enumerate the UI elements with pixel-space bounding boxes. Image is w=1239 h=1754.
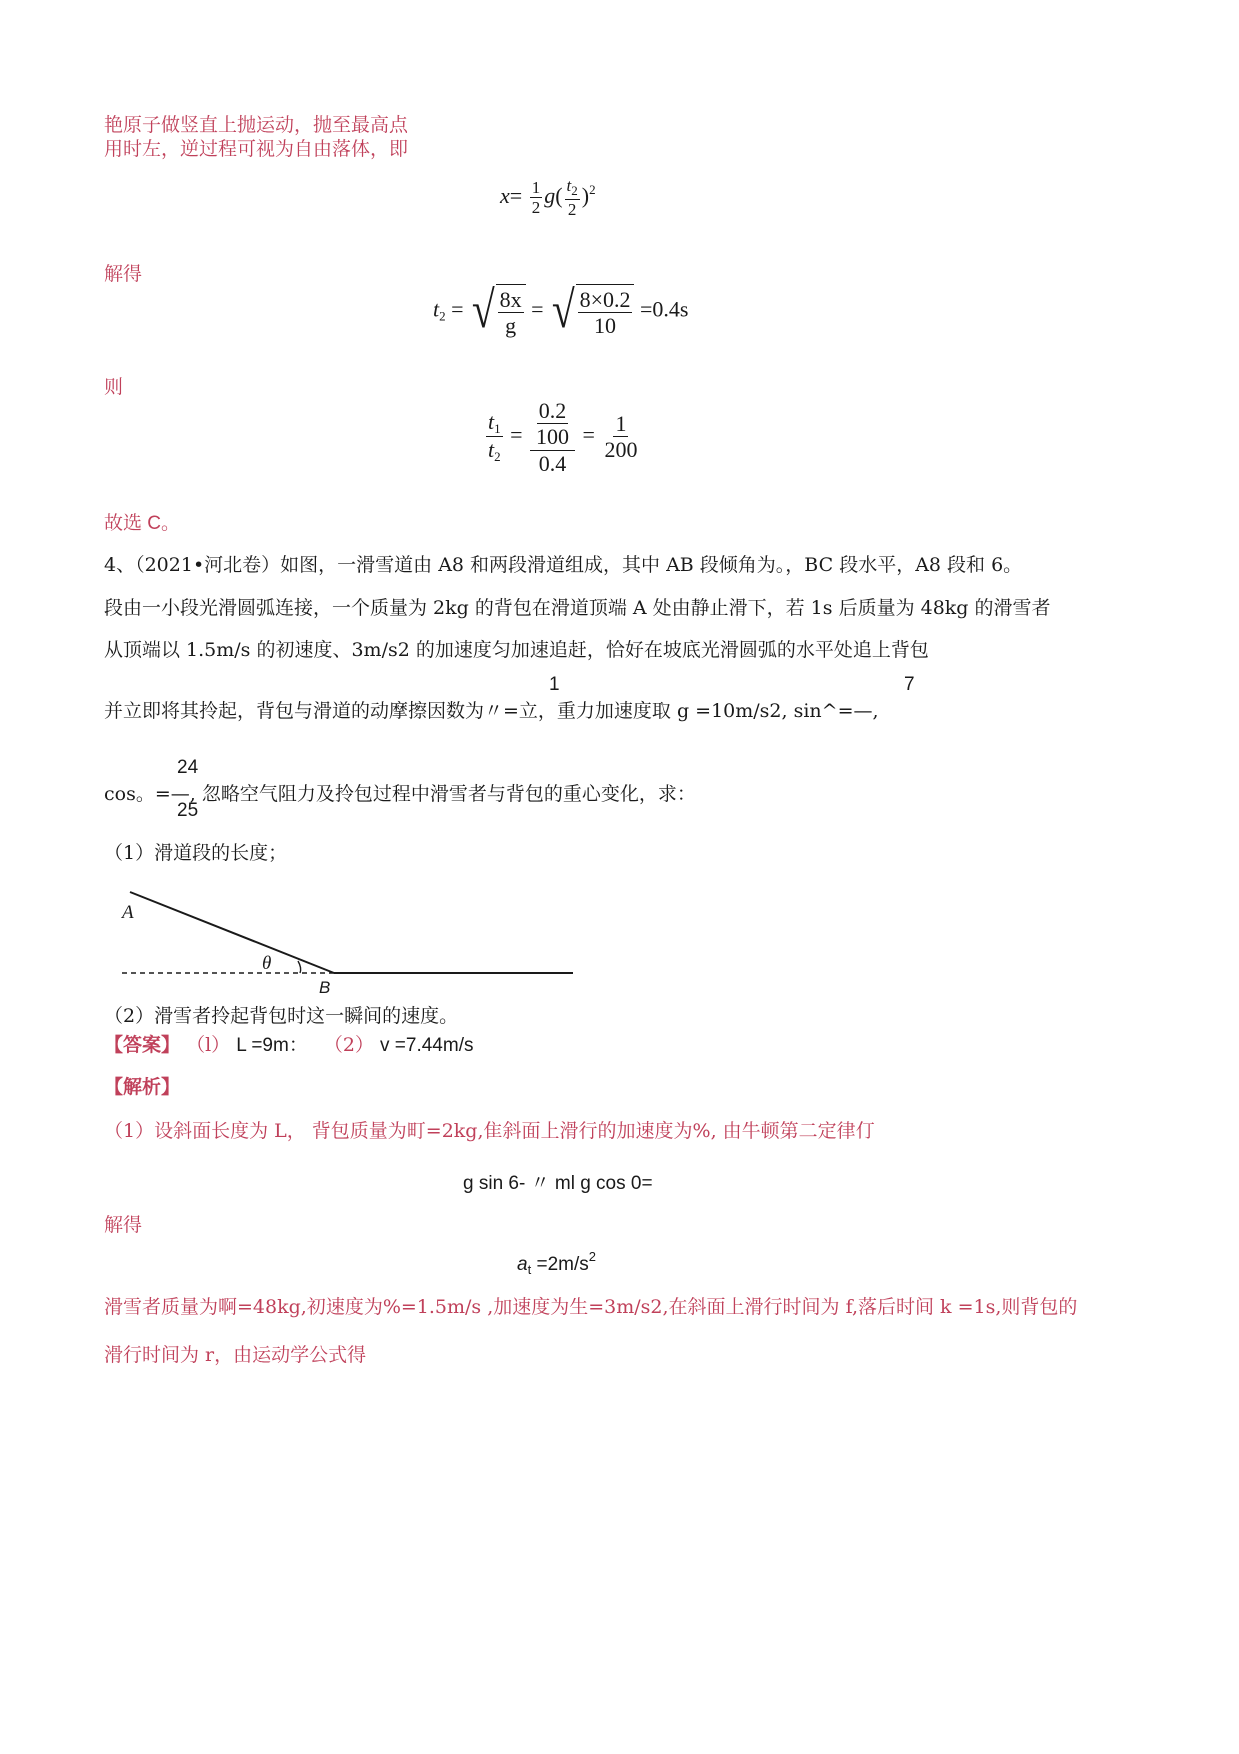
solution-text-line: 艳原子做竖直上抛运动，抛至最高点 — [104, 114, 409, 136]
square-root — [549, 284, 634, 339]
subscript: 1 — [494, 420, 501, 436]
answer-line — [104, 1030, 473, 1057]
compound-fraction — [530, 398, 575, 476]
question-text-line: 4、（2021•河北卷）如图，一滑雪道由 A8 和两段滑道组成，其中 AB 段倾角为。，BC 段水平，A8 段和 6。 — [104, 554, 1023, 576]
numerator: 8x — [499, 287, 522, 312]
analysis-formula: g sin 6- 〃 ml g cos 0= — [463, 1173, 653, 1194]
equation-free-fall — [500, 176, 596, 219]
equation-ratio — [484, 398, 641, 476]
solution-text-line: 用时左，逆过程可视为自由落体，即 — [104, 138, 409, 160]
subscript: 2 — [439, 308, 446, 324]
eq-symbol: t — [488, 408, 495, 434]
answer-value: v =7.44m/s — [380, 1035, 474, 1056]
fraction-numerator: 1 — [549, 674, 560, 695]
question-text-line: cos。=—, 忽略空气阻力及拎包过程中滑雪者与背包的重心变化，求： — [104, 783, 696, 805]
question-subpart: （1）滑道段的长度； — [104, 842, 288, 864]
fraction — [534, 398, 571, 450]
analysis-text-line: 滑雪者质量为啊=48kg,初速度为%=1.5m/s ,加速度为生=3m/s2,在斜面上滑行时间为 f,落后时间 k =1s,则背包的 — [104, 1296, 1078, 1318]
eq-symbol: ( — [555, 182, 563, 208]
eq-value: =2m/s — [531, 1254, 589, 1275]
eq-result: =0.4s — [639, 296, 689, 322]
numerator — [530, 398, 575, 451]
numerator: 0.2 — [538, 398, 567, 423]
analysis-text-line: 滑行时间为 r，由运动学公式得 — [104, 1344, 367, 1366]
denominator: 2 — [567, 199, 577, 219]
analysis-text-line: 解得 — [104, 1214, 143, 1236]
radical-sign: √ — [471, 282, 495, 340]
equation-time — [433, 284, 688, 339]
question-text-line: 从顶端以 1.5m/s 的初速度、3m/s2 的加速度匀加速追赶，恰好在坡底光滑圆弧的水平处追上背包 — [104, 639, 929, 661]
angle-arc — [298, 961, 301, 973]
angle-label-theta: θ — [262, 953, 272, 974]
question-subpart: （2）滑雪者拎起背包时这一瞬间的速度。 — [104, 1005, 459, 1027]
point-label-b: B — [319, 978, 331, 997]
eq-symbol: g — [544, 182, 556, 208]
fraction — [578, 287, 633, 339]
fraction — [565, 176, 580, 219]
incline-line — [130, 892, 334, 973]
solution-conclusion: 故选 C。 — [104, 513, 181, 534]
eq-symbol: t — [433, 296, 440, 322]
eq-symbol: ) — [581, 182, 590, 208]
solution-text-line: 则 — [104, 376, 124, 398]
denominator: 10 — [594, 313, 617, 339]
denominator: g — [505, 313, 517, 339]
eq-symbol: t — [566, 176, 572, 195]
eq-symbol: = — [451, 296, 464, 322]
fraction-numerator: 7 — [904, 674, 915, 695]
fraction — [486, 409, 503, 466]
numerator: 8×0.2 — [579, 287, 631, 312]
denominator — [486, 437, 503, 465]
answer-value: L =9m： — [236, 1035, 308, 1056]
solution-text-line: 解得 — [104, 263, 143, 285]
fraction — [602, 411, 639, 463]
denominator: 100 — [536, 424, 570, 450]
eq-symbol: t — [488, 437, 495, 463]
eq-symbol: = — [582, 421, 595, 447]
subscript: t — [527, 1262, 532, 1277]
numerator: 1 — [531, 177, 541, 197]
eq-symbol: = — [509, 182, 523, 208]
numerator: 1 — [615, 411, 627, 437]
slope-diagram — [110, 880, 590, 1000]
fraction — [530, 178, 543, 218]
fraction-denominator: 25 — [177, 800, 199, 821]
fraction — [498, 287, 524, 339]
question-text-line: 段由一小段光滑圆弧连接，一个质量为 2kg 的背包在滑道顶端 A 处由静止滑下，若 1s 后质量为 48kg 的滑雪者 — [104, 597, 1051, 619]
answer-tag: 【答案】 — [104, 1034, 181, 1056]
analysis-text-line: （1）设斜面长度为 L， 背包质量为町=2kg,隹斜面上滑行的加速度为%, 由牛顿第二定律仃 — [104, 1120, 875, 1142]
radical-sign: √ — [551, 282, 575, 340]
denominator: 2 — [531, 198, 541, 218]
eq-symbol: a — [517, 1254, 528, 1275]
question-text-line: 并立即将其拎起，背包与滑道的动摩擦因数为〃=立，重力加速度取 g =10m/s2, sin^=—, — [104, 700, 879, 722]
superscript: 2 — [588, 1249, 596, 1264]
fraction-numerator: 24 — [177, 757, 199, 778]
eq-symbol: = — [531, 296, 544, 322]
numerator — [565, 176, 580, 200]
analysis-tag: 【解析】 — [104, 1076, 181, 1098]
subscript: 2 — [494, 449, 501, 465]
answer-part-number: （2） — [323, 1034, 374, 1056]
eq-symbol: x — [500, 182, 510, 208]
answer-part-number: （l） — [186, 1034, 231, 1056]
analysis-result — [517, 1249, 596, 1277]
square-root — [469, 284, 526, 339]
numerator — [486, 409, 503, 438]
eq-symbol: = — [510, 421, 523, 447]
point-label-a: A — [122, 902, 134, 923]
superscript: 2 — [589, 181, 596, 197]
denominator: 200 — [604, 437, 638, 463]
subscript: 2 — [571, 183, 578, 198]
denominator: 0.4 — [538, 450, 567, 476]
